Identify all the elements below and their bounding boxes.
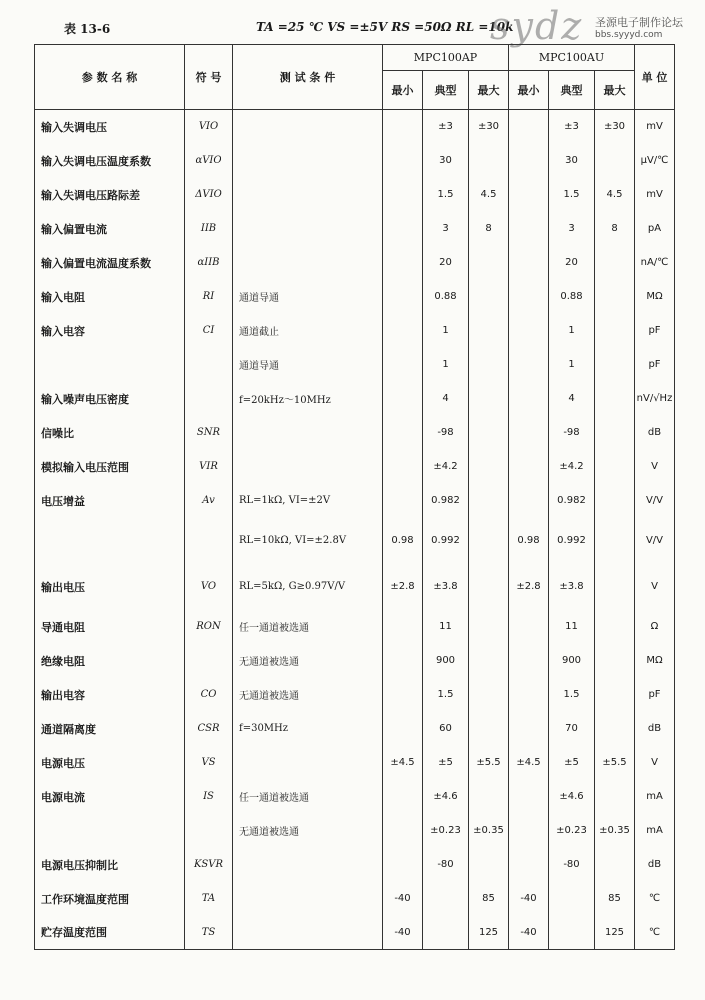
condition-cell: 通道导通	[233, 280, 383, 314]
ap-min-cell	[383, 814, 423, 848]
table-row	[35, 610, 675, 644]
au-min-cell	[509, 212, 549, 246]
table-row	[35, 780, 675, 814]
au-max-cell	[595, 484, 635, 518]
au-typ-cell: 900	[549, 644, 595, 678]
unit-cell: V	[635, 450, 675, 484]
symbol-cell: VIR	[185, 450, 233, 484]
header-group-au: MPC100AU	[509, 45, 635, 71]
condition-cell: RL=1kΩ, VI=±2V	[233, 484, 383, 518]
ap-max-cell: 125	[469, 916, 509, 950]
param-name-cell: 输入噪声电压密度	[35, 382, 185, 416]
ap-min-cell	[383, 178, 423, 212]
au-min-cell: 0.98	[509, 518, 549, 564]
au-typ-cell: 0.992	[549, 518, 595, 564]
au-max-cell: 85	[595, 882, 635, 916]
ap-typ-cell: 1	[423, 314, 469, 348]
ap-min-cell	[383, 610, 423, 644]
ap-typ-cell: ±3.8	[423, 564, 469, 610]
ap-min-cell	[383, 416, 423, 450]
ap-typ-cell: 20	[423, 246, 469, 280]
ap-min-cell	[383, 110, 423, 144]
symbol-cell: IIB	[185, 212, 233, 246]
condition-cell: f=20kHz～10MHz	[233, 382, 383, 416]
au-max-cell	[595, 382, 635, 416]
ap-typ-cell: ±5	[423, 746, 469, 780]
condition-cell	[233, 916, 383, 950]
au-min-cell	[509, 314, 549, 348]
condition-cell: 无通道被选通	[233, 814, 383, 848]
unit-cell: nA/℃	[635, 246, 675, 280]
condition-cell: 任一通道被选通	[233, 780, 383, 814]
ap-min-cell	[383, 644, 423, 678]
ap-max-cell	[469, 644, 509, 678]
symbol-cell: TA	[185, 882, 233, 916]
ap-max-cell	[469, 450, 509, 484]
param-name-cell: 输出电容	[35, 678, 185, 712]
table-row	[35, 848, 675, 882]
ap-max-cell	[469, 416, 509, 450]
table-row	[35, 178, 675, 212]
au-max-cell: ±30	[595, 110, 635, 144]
au-min-cell: -40	[509, 916, 549, 950]
unit-cell: pA	[635, 212, 675, 246]
condition-cell	[233, 416, 383, 450]
au-typ-cell: 1	[549, 348, 595, 382]
ap-min-cell	[383, 212, 423, 246]
ap-min-cell	[383, 246, 423, 280]
au-typ-cell: 30	[549, 144, 595, 178]
ap-min-cell	[383, 848, 423, 882]
au-min-cell: ±4.5	[509, 746, 549, 780]
au-min-cell: ±2.8	[509, 564, 549, 610]
ap-min-cell	[383, 280, 423, 314]
au-typ-cell: 11	[549, 610, 595, 644]
param-name-cell: 输入失调电压	[35, 110, 185, 144]
header-typ: 典型	[549, 71, 595, 110]
au-max-cell	[595, 518, 635, 564]
symbol-cell: VIO	[185, 110, 233, 144]
param-name-cell: 输入电容	[35, 314, 185, 348]
watermark-site-url: bbs.syyyd.com	[595, 30, 663, 40]
ap-max-cell: ±5.5	[469, 746, 509, 780]
condition-cell: 无通道被选通	[233, 644, 383, 678]
unit-cell: MΩ	[635, 280, 675, 314]
param-name-cell: 电源电压	[35, 746, 185, 780]
au-max-cell	[595, 280, 635, 314]
spec-table	[34, 44, 675, 950]
condition-cell	[233, 848, 383, 882]
table-row	[35, 746, 675, 780]
symbol-cell	[185, 814, 233, 848]
ap-typ-cell: 0.88	[423, 280, 469, 314]
au-min-cell	[509, 246, 549, 280]
unit-cell: ℃	[635, 916, 675, 950]
au-min-cell	[509, 110, 549, 144]
ap-max-cell: 8	[469, 212, 509, 246]
symbol-cell: VO	[185, 564, 233, 610]
ap-typ-cell: 30	[423, 144, 469, 178]
condition-cell	[233, 178, 383, 212]
ap-min-cell: 0.98	[383, 518, 423, 564]
ap-typ-cell: 11	[423, 610, 469, 644]
header-min: 最小	[383, 71, 423, 110]
ap-max-cell	[469, 348, 509, 382]
au-max-cell	[595, 848, 635, 882]
ap-max-cell	[469, 678, 509, 712]
param-name-cell: 输入失调电压路际差	[35, 178, 185, 212]
table-row	[35, 678, 675, 712]
ap-typ-cell: 4	[423, 382, 469, 416]
ap-min-cell	[383, 780, 423, 814]
au-max-cell	[595, 678, 635, 712]
table-number: 表 13-6	[64, 22, 111, 36]
param-name-cell: 输入偏置电流温度系数	[35, 246, 185, 280]
au-typ-cell: ±4.2	[549, 450, 595, 484]
ap-max-cell	[469, 518, 509, 564]
ap-max-cell: 4.5	[469, 178, 509, 212]
ap-typ-cell: ±4.6	[423, 780, 469, 814]
ap-min-cell: -40	[383, 882, 423, 916]
ap-min-cell	[383, 678, 423, 712]
unit-cell: mV	[635, 110, 675, 144]
unit-cell: MΩ	[635, 644, 675, 678]
ap-max-cell	[469, 610, 509, 644]
table-row	[35, 564, 675, 610]
au-min-cell	[509, 610, 549, 644]
au-max-cell	[595, 610, 635, 644]
ap-min-cell: ±2.8	[383, 564, 423, 610]
au-typ-cell: 1.5	[549, 678, 595, 712]
header-group-ap: MPC100AP	[383, 45, 509, 71]
ap-min-cell	[383, 348, 423, 382]
condition-cell	[233, 144, 383, 178]
watermark-logo: sydz	[490, 4, 584, 48]
ap-typ-cell: -80	[423, 848, 469, 882]
symbol-cell: RON	[185, 610, 233, 644]
unit-cell: pF	[635, 678, 675, 712]
au-typ-cell: 70	[549, 712, 595, 746]
symbol-cell: CI	[185, 314, 233, 348]
ap-max-cell	[469, 712, 509, 746]
au-max-cell	[595, 144, 635, 178]
au-typ-cell: 3	[549, 212, 595, 246]
au-typ-cell: 4	[549, 382, 595, 416]
au-min-cell	[509, 712, 549, 746]
ap-typ-cell: 1.5	[423, 178, 469, 212]
au-max-cell	[595, 348, 635, 382]
unit-cell: V/V	[635, 484, 675, 518]
condition-cell	[233, 110, 383, 144]
au-min-cell	[509, 382, 549, 416]
ap-max-cell: 85	[469, 882, 509, 916]
ap-max-cell	[469, 280, 509, 314]
table-row	[35, 144, 675, 178]
unit-cell: mA	[635, 814, 675, 848]
condition-cell	[233, 246, 383, 280]
table-row	[35, 484, 675, 518]
symbol-cell: KSVR	[185, 848, 233, 882]
au-min-cell	[509, 644, 549, 678]
param-name-cell: 电源电压抑制比	[35, 848, 185, 882]
param-name-cell	[35, 518, 185, 564]
ap-typ-cell: 3	[423, 212, 469, 246]
au-typ-cell: ±0.23	[549, 814, 595, 848]
table-row	[35, 712, 675, 746]
table-row	[35, 882, 675, 916]
param-name-cell: 工作环境温度范围	[35, 882, 185, 916]
table-row	[35, 416, 675, 450]
param-name-cell: 输出电压	[35, 564, 185, 610]
au-max-cell	[595, 644, 635, 678]
condition-cell: RL=10kΩ, VI=±2.8V	[233, 518, 383, 564]
ap-min-cell	[383, 484, 423, 518]
table-row	[35, 246, 675, 280]
table-row	[35, 212, 675, 246]
test-conditions: TA =25 ℃ VS =±5V RS =50Ω RL =10k	[256, 20, 514, 34]
watermark-site-name: 圣源电子制作论坛	[595, 16, 683, 29]
param-name-cell: 电源电流	[35, 780, 185, 814]
condition-cell: RL=5kΩ, G≥0.97V/V	[233, 564, 383, 610]
au-max-cell	[595, 416, 635, 450]
table-row	[35, 814, 675, 848]
unit-cell: Ω	[635, 610, 675, 644]
unit-cell: dB	[635, 848, 675, 882]
table-row	[35, 314, 675, 348]
condition-cell	[233, 450, 383, 484]
unit-cell: V/V	[635, 518, 675, 564]
au-min-cell	[509, 348, 549, 382]
condition-cell	[233, 212, 383, 246]
ap-typ-cell: -98	[423, 416, 469, 450]
au-max-cell	[595, 564, 635, 610]
ap-min-cell: -40	[383, 916, 423, 950]
au-max-cell	[595, 450, 635, 484]
param-name-cell: 输入失调电压温度系数	[35, 144, 185, 178]
unit-cell: mV	[635, 178, 675, 212]
ap-max-cell	[469, 564, 509, 610]
unit-cell: dB	[635, 416, 675, 450]
au-min-cell	[509, 484, 549, 518]
table-row	[35, 450, 675, 484]
symbol-cell: αVIO	[185, 144, 233, 178]
au-max-cell: ±0.35	[595, 814, 635, 848]
ap-max-cell: ±0.35	[469, 814, 509, 848]
au-typ-cell	[549, 916, 595, 950]
au-min-cell	[509, 780, 549, 814]
param-name-cell: 信噪比	[35, 416, 185, 450]
au-typ-cell: 1.5	[549, 178, 595, 212]
au-min-cell	[509, 280, 549, 314]
au-typ-cell: ±3	[549, 110, 595, 144]
ap-min-cell: ±4.5	[383, 746, 423, 780]
ap-min-cell	[383, 382, 423, 416]
ap-min-cell	[383, 314, 423, 348]
au-min-cell	[509, 450, 549, 484]
symbol-cell: RI	[185, 280, 233, 314]
param-name-cell: 电压增益	[35, 484, 185, 518]
condition-cell	[233, 882, 383, 916]
param-name-cell: 输入电阻	[35, 280, 185, 314]
au-min-cell	[509, 178, 549, 212]
au-typ-cell: ±5	[549, 746, 595, 780]
ap-min-cell	[383, 144, 423, 178]
ap-typ-cell: 60	[423, 712, 469, 746]
au-typ-cell	[549, 882, 595, 916]
param-name-cell	[35, 348, 185, 382]
header-unit: 单 位	[635, 45, 675, 110]
symbol-cell: CSR	[185, 712, 233, 746]
au-typ-cell: 1	[549, 314, 595, 348]
table-row	[35, 110, 675, 144]
au-max-cell: 125	[595, 916, 635, 950]
au-max-cell: 4.5	[595, 178, 635, 212]
ap-typ-cell: 1	[423, 348, 469, 382]
ap-min-cell	[383, 712, 423, 746]
table-row	[35, 644, 675, 678]
au-min-cell: -40	[509, 882, 549, 916]
au-min-cell	[509, 678, 549, 712]
au-typ-cell: ±3.8	[549, 564, 595, 610]
unit-cell: pF	[635, 348, 675, 382]
unit-cell: nV/√Hz	[635, 382, 675, 416]
symbol-cell: CO	[185, 678, 233, 712]
au-min-cell	[509, 848, 549, 882]
symbol-cell: TS	[185, 916, 233, 950]
ap-max-cell	[469, 246, 509, 280]
au-min-cell	[509, 814, 549, 848]
unit-cell: V	[635, 746, 675, 780]
condition-cell	[233, 746, 383, 780]
symbol-cell: αIIB	[185, 246, 233, 280]
ap-typ-cell	[423, 916, 469, 950]
au-max-cell: 8	[595, 212, 635, 246]
ap-typ-cell: ±4.2	[423, 450, 469, 484]
symbol-cell: VS	[185, 746, 233, 780]
symbol-cell: ΔVIO	[185, 178, 233, 212]
unit-cell: pF	[635, 314, 675, 348]
ap-max-cell	[469, 848, 509, 882]
symbol-cell	[185, 382, 233, 416]
condition-cell: 通道导通	[233, 348, 383, 382]
param-name-cell: 模拟输入电压范围	[35, 450, 185, 484]
unit-cell: V	[635, 564, 675, 610]
ap-min-cell	[383, 450, 423, 484]
header-max: 最大	[469, 71, 509, 110]
param-name-cell: 导通电阻	[35, 610, 185, 644]
symbol-cell: Av	[185, 484, 233, 518]
ap-max-cell	[469, 382, 509, 416]
ap-max-cell: ±30	[469, 110, 509, 144]
condition-cell: f=30MHz	[233, 712, 383, 746]
au-min-cell	[509, 416, 549, 450]
param-name-cell	[35, 814, 185, 848]
unit-cell: dB	[635, 712, 675, 746]
ap-typ-cell: 0.982	[423, 484, 469, 518]
au-typ-cell: 0.88	[549, 280, 595, 314]
au-max-cell	[595, 314, 635, 348]
symbol-cell	[185, 518, 233, 564]
header-min: 最小	[509, 71, 549, 110]
ap-max-cell	[469, 144, 509, 178]
ap-typ-cell: 0.992	[423, 518, 469, 564]
ap-typ-cell: 900	[423, 644, 469, 678]
au-max-cell: ±5.5	[595, 746, 635, 780]
condition-cell: 无通道被选通	[233, 678, 383, 712]
ap-typ-cell	[423, 882, 469, 916]
au-typ-cell: 20	[549, 246, 595, 280]
au-max-cell	[595, 246, 635, 280]
table-row	[35, 916, 675, 950]
header-typ: 典型	[423, 71, 469, 110]
ap-typ-cell: ±0.23	[423, 814, 469, 848]
ap-max-cell	[469, 780, 509, 814]
table-row	[35, 382, 675, 416]
header-test-condition: 测 试 条 件	[233, 45, 383, 110]
au-typ-cell: -98	[549, 416, 595, 450]
unit-cell: μV/℃	[635, 144, 675, 178]
param-name-cell: 贮存温度范围	[35, 916, 185, 950]
au-max-cell	[595, 780, 635, 814]
au-typ-cell: -80	[549, 848, 595, 882]
ap-max-cell	[469, 314, 509, 348]
param-name-cell: 通道隔离度	[35, 712, 185, 746]
ap-typ-cell: ±3	[423, 110, 469, 144]
header-symbol: 符 号	[185, 45, 233, 110]
unit-cell: mA	[635, 780, 675, 814]
condition-cell: 任一通道被选通	[233, 610, 383, 644]
unit-cell: ℃	[635, 882, 675, 916]
condition-cell: 通道截止	[233, 314, 383, 348]
param-name-cell: 输入偏置电流	[35, 212, 185, 246]
header-max: 最大	[595, 71, 635, 110]
table-row	[35, 348, 675, 382]
au-typ-cell: ±4.6	[549, 780, 595, 814]
header-param-name: 参 数 名 称	[35, 45, 185, 110]
param-name-cell: 绝缘电阻	[35, 644, 185, 678]
au-typ-cell: 0.982	[549, 484, 595, 518]
table-row	[35, 280, 675, 314]
au-min-cell	[509, 144, 549, 178]
au-max-cell	[595, 712, 635, 746]
symbol-cell	[185, 644, 233, 678]
ap-max-cell	[469, 484, 509, 518]
symbol-cell	[185, 348, 233, 382]
ap-typ-cell: 1.5	[423, 678, 469, 712]
symbol-cell: SNR	[185, 416, 233, 450]
table-row	[35, 518, 675, 564]
symbol-cell: IS	[185, 780, 233, 814]
